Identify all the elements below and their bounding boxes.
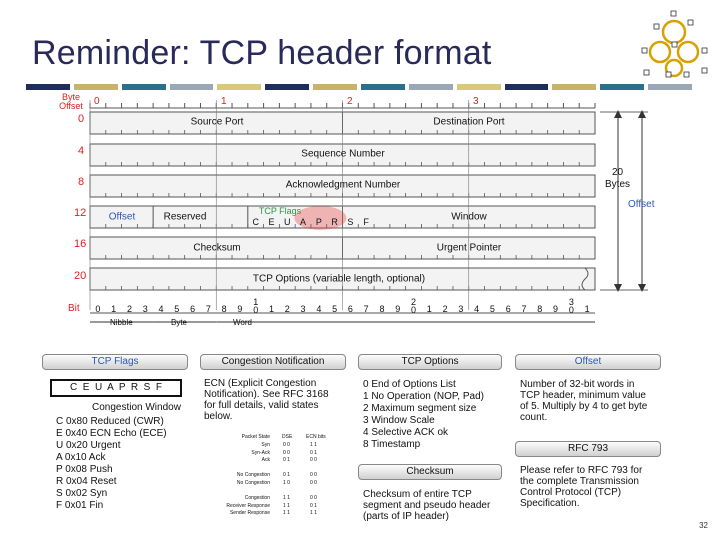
tcp-flags-panel-head: TCP Flags <box>42 354 188 370</box>
source-port-field: Source Port <box>190 116 244 128</box>
bit-number: 2 0 <box>411 297 417 315</box>
bit-number: 7 <box>205 304 211 314</box>
checksum-field: Checksum <box>193 242 241 254</box>
congestion-text: ECN (Explicit Congestion Notification). See RFC 3168 for full details, valid states below. <box>204 378 329 422</box>
page-number: 32 <box>699 521 708 530</box>
congestion-panel-head: Congestion Notification <box>200 354 346 370</box>
bit-number: 3 0 <box>568 297 574 315</box>
rfc-panel-head: RFC 793 <box>515 441 661 457</box>
word-label: Word <box>233 318 252 327</box>
bit-number: 7 <box>363 304 369 314</box>
bit-number: 0 <box>95 304 101 314</box>
bit-number: 8 <box>379 304 385 314</box>
ecn-row-bits: 1 1 <box>310 510 317 517</box>
bit-number: 5 <box>332 304 338 314</box>
checksum-panel-head: Checksum <box>358 464 502 480</box>
bit-number: 8 <box>537 304 543 314</box>
row-offset-8: 8 <box>78 176 85 188</box>
urgent-pointer-field: Urgent Pointer <box>436 242 502 254</box>
ecn-row-state: Receiver Response <box>226 502 270 509</box>
reserved-field: Reserved <box>163 211 207 223</box>
flag-line-r: R 0x04 Reset <box>56 476 117 487</box>
bit-number: 2 <box>442 304 448 314</box>
byte-offset-label: Byte Offset <box>59 92 83 111</box>
ecn-head-state: Packet State <box>241 434 270 440</box>
window-field: Window <box>451 211 487 223</box>
flag-line-p: P 0x08 Push <box>56 464 113 475</box>
rfc-text: Please refer to RFC 793 for the complete Transmission Control Protocol (TCP) Specification. <box>520 465 643 509</box>
row-offset-16: 16 <box>74 238 87 250</box>
byte-label: Byte <box>171 318 188 327</box>
flag-letter-f: F <box>363 217 369 227</box>
bit-number: 1 <box>268 304 274 314</box>
ecn-row-state: Sender Response <box>229 510 270 517</box>
bit-number: 1 <box>111 304 117 314</box>
ecn-row-state: Syn-Ack <box>251 449 270 456</box>
bit-number: 8 <box>221 304 227 314</box>
size-arrow-bottom <box>614 284 622 292</box>
ecn-row-state: No Congestion <box>236 472 270 479</box>
tcp-options-field: TCP Options (variable length, optional) <box>252 273 426 285</box>
checksum-text: Checksum of entire TCP segment and pseudo header (parts of IP header) <box>363 489 491 522</box>
ecn-row-bits: 0 0 <box>310 457 317 464</box>
bit-number: 1 <box>426 304 432 314</box>
tcp-flags-letters: C E U A P R S F <box>69 382 163 393</box>
bit-number: 7 <box>521 304 527 314</box>
bit-number: 4 <box>474 304 480 314</box>
bit-number: 3 <box>458 304 464 314</box>
ecn-row-state: Syn <box>261 442 270 448</box>
offset-arrow-top <box>638 110 646 118</box>
congestion-window-label: Congestion Window <box>92 402 181 413</box>
bit-number: 5 <box>174 304 180 314</box>
ecn-row-dse: 1 1 <box>283 502 290 509</box>
flag-letter-r: R <box>331 217 338 227</box>
bit-number: 6 <box>347 304 353 314</box>
option-line-0: 0 End of Options List <box>363 379 456 390</box>
bit-number: 2 <box>126 304 132 314</box>
option-line-4: 4 Selective ACK ok <box>363 427 449 438</box>
bit-number: 9 <box>395 304 401 314</box>
ecn-row-bits: 0 1 <box>310 502 317 509</box>
bit-number: 4 <box>158 304 164 314</box>
tcp-options-panel-head: TCP Options <box>358 354 502 370</box>
bit-number: 9 <box>237 304 243 314</box>
ecn-row-bits: 0 0 <box>310 472 317 479</box>
ecn-row-state: No Congestion <box>236 480 270 486</box>
tcp-flags-title: TCP Flags <box>258 206 302 216</box>
offset-panel-head: Offset <box>515 354 661 370</box>
ecn-row-bits: 0 0 <box>310 495 317 502</box>
row-offset-4: 4 <box>78 145 85 157</box>
option-line-1: 1 No Operation (NOP, Pad) <box>363 391 484 402</box>
bit-number: 4 <box>316 304 322 314</box>
ecn-row-dse: 1 0 <box>283 480 290 486</box>
offset-text: Number of 32-bit words in TCP header, minimum value of 5. Multiply by 4 to get byte count. <box>520 379 648 423</box>
page-title: Reminder: TCP header format <box>32 34 492 72</box>
bit-number: 5 <box>489 304 495 314</box>
row-offset-0: 0 <box>78 113 85 125</box>
ecn-row-state: Ack <box>261 457 270 464</box>
offset-size-label: Offset <box>628 199 655 210</box>
ecn-row-dse: 0 0 <box>283 442 290 448</box>
ecn-row-bits: 1 1 <box>310 442 317 448</box>
bit-number: 1 <box>584 304 590 314</box>
flag-line-c: C 0x80 Reduced (CWR) <box>56 416 164 427</box>
octet-1-label: 1 <box>221 96 227 107</box>
option-line-3: 3 Window Scale <box>363 415 435 426</box>
octet-0-label: 0 <box>94 96 100 107</box>
ecn-row-bits: 0 1 <box>310 449 317 456</box>
octet-2-label: 2 <box>347 96 353 107</box>
flag-line-e: E 0x40 ECN Echo (ECE) <box>56 428 167 439</box>
bit-label: Bit <box>68 303 80 314</box>
row-offset-12: 12 <box>74 207 87 219</box>
size-arrow-top <box>614 110 622 118</box>
offset-field: Offset <box>108 211 136 223</box>
ecn-row-dse: 0 1 <box>283 457 290 464</box>
ecn-head-dse: DSE <box>282 434 293 440</box>
flag-letter-a: A <box>300 217 307 227</box>
ecn-row-dse: 1 1 <box>283 495 290 502</box>
flag-letter-p: P <box>315 217 322 227</box>
flag-letter-s: S <box>347 217 354 227</box>
flag-line-u: U 0x20 Urgent <box>56 440 121 451</box>
tcp-flags-letters-box <box>50 379 182 397</box>
flag-line-f: F 0x01 Fin <box>56 500 104 511</box>
flag-letter-c: C <box>252 217 259 227</box>
bit-number: 9 <box>553 304 559 314</box>
bit-number: 3 <box>300 304 306 314</box>
flag-letter-e: E <box>268 217 275 227</box>
octet-3-label: 3 <box>473 96 479 107</box>
offset-arrow-bottom <box>638 284 646 292</box>
bit-number: 3 <box>142 304 148 314</box>
bit-number: 1 0 <box>253 297 259 315</box>
ecn-head-bits: ECN bits <box>306 434 326 440</box>
sequence-number-field: Sequence Number <box>301 148 385 160</box>
ecn-row-dse: 1 1 <box>283 510 290 517</box>
flag-line-a: A 0x10 Ack <box>56 452 106 463</box>
flag-letter-u: U <box>284 217 291 227</box>
row-offset-20: 20 <box>74 270 87 282</box>
option-line-8: 8 Timestamp <box>363 439 421 450</box>
header-size-label: 20 Bytes <box>605 167 631 190</box>
option-line-2: 2 Maximum segment size <box>363 403 477 414</box>
ecn-row-bits: 0 0 <box>310 480 317 486</box>
flag-line-s: S 0x02 Syn <box>56 488 108 499</box>
bit-number: 2 <box>284 304 290 314</box>
bit-number: 6 <box>505 304 511 314</box>
nibble-label: Nibble <box>110 318 133 327</box>
ecn-row-state: Congestion <box>244 495 270 502</box>
ecn-row-dse: 0 0 <box>283 449 290 456</box>
destination-port-field: Destination Port <box>433 116 505 128</box>
acknowledgment-number-field: Acknowledgment Number <box>285 179 401 191</box>
ecn-row-dse: 0 1 <box>283 472 290 479</box>
bit-number: 6 <box>190 304 196 314</box>
